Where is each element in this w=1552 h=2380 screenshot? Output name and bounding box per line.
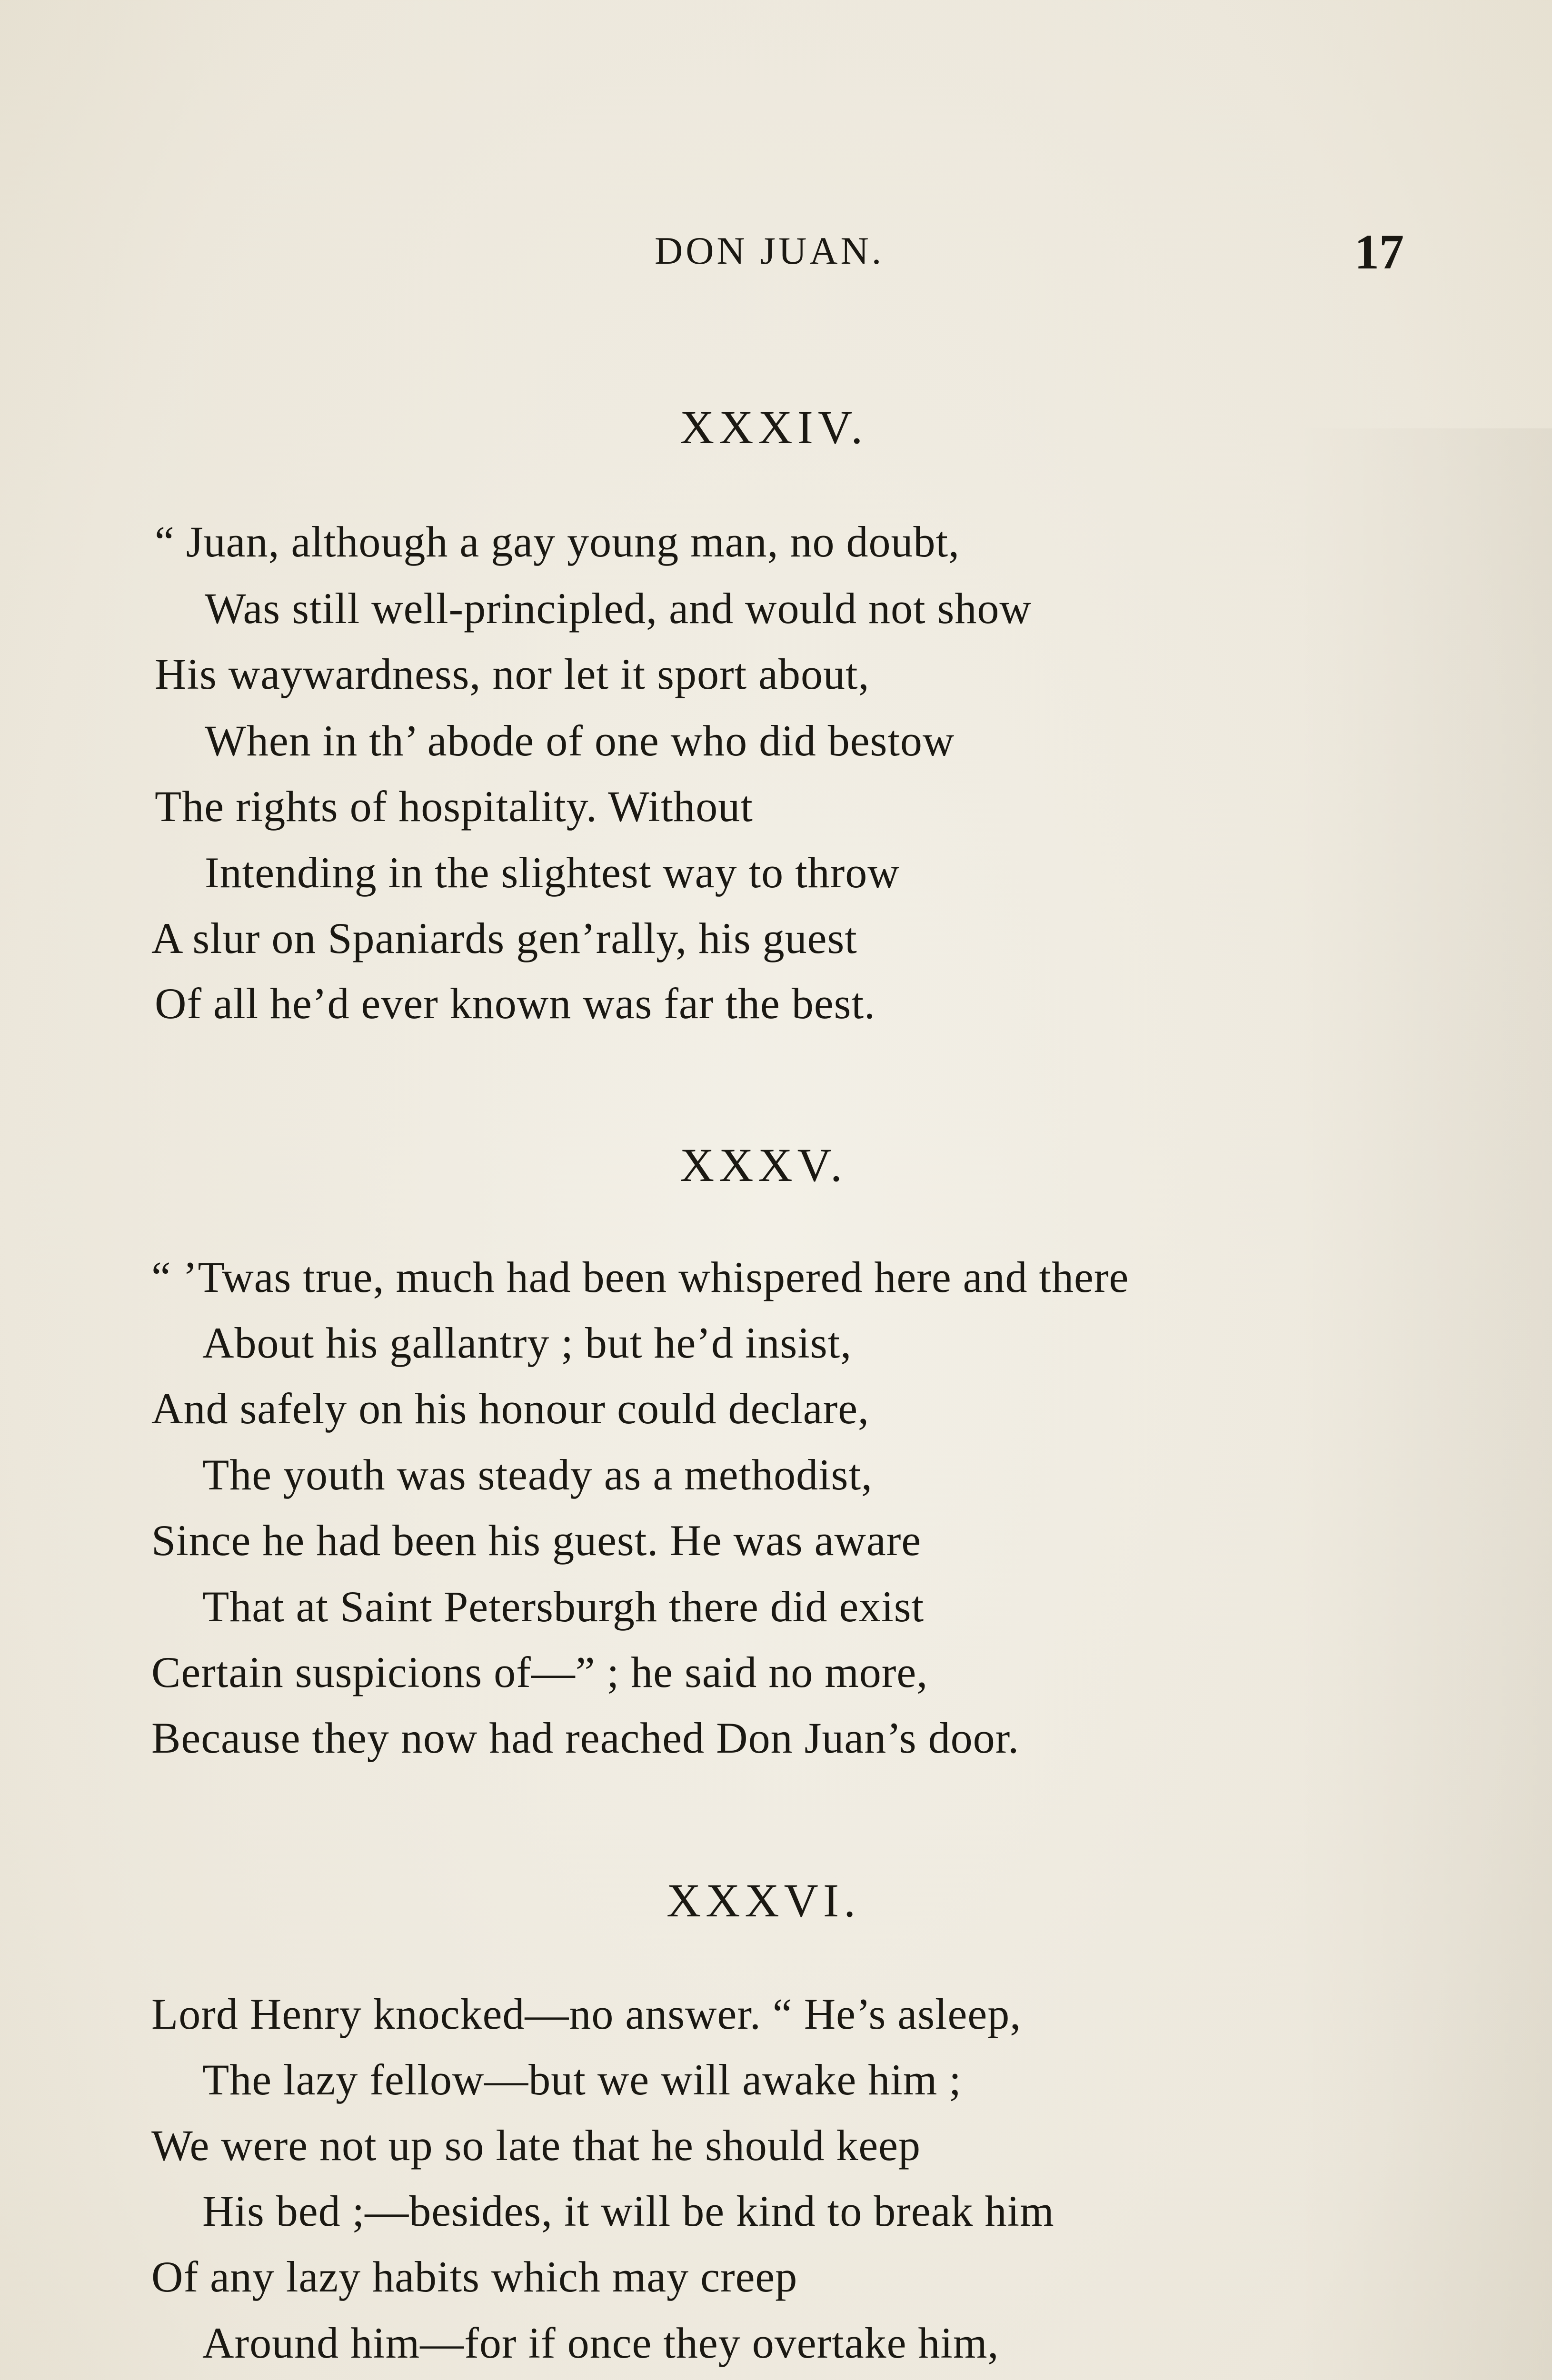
verse-line: Since he had been his guest. He was aware <box>151 1516 922 1565</box>
stanza-number: XXXV. <box>680 1139 847 1191</box>
verse-line: “ Juan, although a gay young man, no doubt, <box>155 517 960 566</box>
verse-line: Of all he’d ever known was far the best. <box>155 979 876 1028</box>
verse-line: His waywardness, nor let it sport about, <box>155 650 870 698</box>
verse-line: Lord Henry knocked—no answer. “ He’s asleep, <box>151 1990 1022 2038</box>
verse-line: Certain suspicions of—” ; he said no more, <box>151 1648 928 1696</box>
page-number: 17 <box>1354 225 1404 279</box>
verse-line: When in th’ abode of one who did bestow <box>205 716 955 765</box>
verse-line: Around him—for if once they overtake him, <box>202 2319 999 2367</box>
verse-line: About his gallantry ; but he’d insist, <box>202 1319 852 1367</box>
verse-line: The lazy fellow—but we will awake him ; <box>202 2055 962 2104</box>
running-title: DON JUAN. <box>655 229 885 272</box>
verse-line: His bed ;—besides, it will be kind to break him <box>202 2187 1055 2235</box>
verse-line: We were not up so late that he should keep <box>151 2121 921 2170</box>
show-through-shadow <box>1295 428 1552 2380</box>
verse-line: Because they now had reached Don Juan’s door. <box>151 1714 1020 1762</box>
stanza-number: XXXVI. <box>667 1874 861 1927</box>
verse-line: “ ’Twas true, much had been whispered here and there <box>151 1253 1129 1301</box>
verse-line: That at Saint Petersburgh there did exist <box>202 1582 925 1631</box>
verse-line: The youth was steady as a methodist, <box>202 1450 873 1499</box>
stanza-number: XXXIV. <box>680 401 868 454</box>
verse-line: Was still well-principled, and would not show <box>205 584 1032 633</box>
verse-line: And safely on his honour could declare, <box>151 1384 870 1433</box>
verse-line: Intending in the slightest way to throw <box>205 848 900 897</box>
verse-line: The rights of hospitality. Without <box>155 782 753 831</box>
verse-line: Of any lazy habits which may creep <box>151 2252 798 2301</box>
verse-line: A slur on Spaniards gen’rally, his guest <box>151 914 857 962</box>
